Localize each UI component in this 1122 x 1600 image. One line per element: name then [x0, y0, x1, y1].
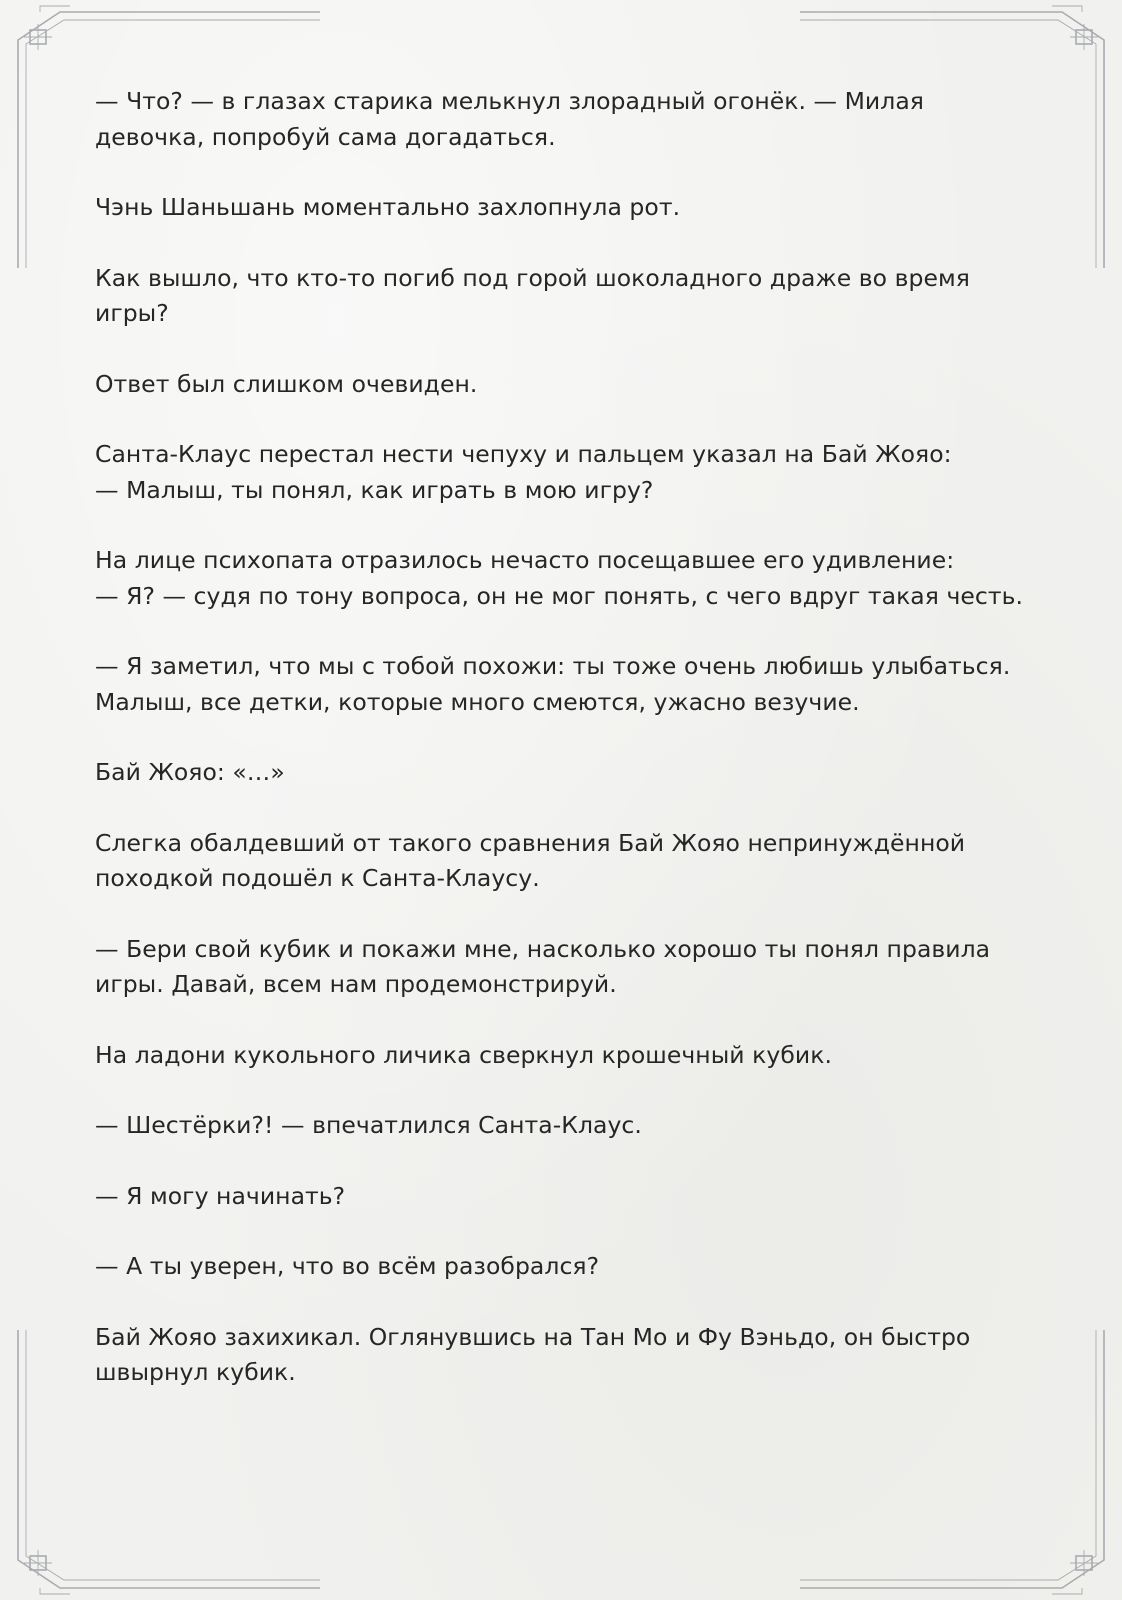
text-line: Бай Жояо: «…» — [95, 758, 285, 786]
text-line: — Малыш, ты понял, как играть в мою игру? — [95, 475, 654, 504]
paragraph — [95, 755, 1025, 791]
paragraph — [95, 261, 1025, 332]
text-line: швырнул кубик. — [95, 1358, 296, 1386]
text-line: походкой подошёл к Санта-Клаусу. — [95, 864, 540, 892]
text-line: — Я заметил, что мы с тобой похожи: ты тоже очень любишь улыбаться. — [95, 652, 1011, 680]
paragraph — [95, 932, 1025, 1003]
text-line: Как вышло, что кто-то погиб под горой шоколадного драже во время — [95, 263, 970, 292]
paragraph — [95, 1179, 1025, 1215]
paragraph — [95, 543, 1025, 614]
text-line: Санта-Клаус перестал нести чепуху и пальцем указал на Бай Жояо: — [95, 440, 952, 468]
text-line: — Я могу начинать? — [95, 1181, 346, 1210]
text-line: игры. Давай, всем нам продемонстрируй. — [95, 970, 617, 998]
text-line: — А ты уверен, что во всём разобрался? — [95, 1252, 600, 1280]
text-line: Ответ был слишком очевиден. — [95, 369, 478, 398]
text-line: — Что? — в глазах старика мелькнул злорадный огонёк. — Милая — [95, 87, 924, 115]
paragraph — [95, 84, 1025, 155]
text-line: Малыш, все детки, которые много смеются, ужасно везучие. — [95, 687, 860, 716]
text-line: На лице психопата отразилось нечасто посещавшее его удивление: — [95, 546, 955, 574]
text-line: На ладони кукольного личика сверкнул крошечный кубик. — [95, 1040, 832, 1069]
text-line: девочка, попробуй сама догадаться. — [95, 122, 556, 151]
text-line: — Бери свой кубик и покажи мне, насколько хорошо ты понял правила — [95, 934, 991, 963]
text-line: Бай Жояо захихикал. Оглянувшись на Тан Мо и Фу Вэньдо, он быстро — [95, 1322, 971, 1351]
document-body — [95, 84, 1025, 1426]
paragraph — [95, 1108, 1025, 1144]
paragraph — [95, 1320, 1025, 1391]
paragraph — [95, 437, 1025, 508]
text-line: — Я? — судя по тону вопроса, он не мог понять, с чего вдруг такая честь. — [95, 581, 1024, 610]
text-line: Слегка обалдевший от такого сравнения Бай Жояо непринуждённой — [95, 828, 966, 857]
paragraph — [95, 649, 1025, 720]
text-line: Чэнь Шаньшань моментально захлопнула рот. — [95, 193, 681, 221]
text-line: — Шестёрки?! — впечатлился Санта-Клаус. — [95, 1111, 642, 1139]
paragraph — [95, 190, 1025, 226]
paragraph — [95, 367, 1025, 403]
text-line: игры? — [95, 299, 169, 327]
paragraph — [95, 1249, 1025, 1285]
paragraph — [95, 826, 1025, 897]
paragraph — [95, 1038, 1025, 1074]
